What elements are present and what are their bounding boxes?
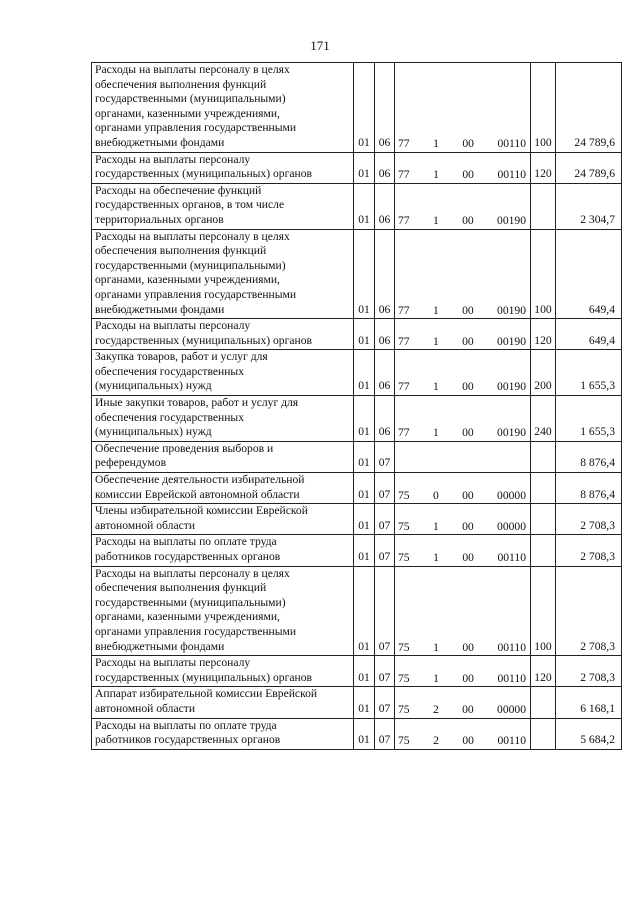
target-article-part: 00 — [462, 168, 474, 182]
target-article-part: 77 — [398, 334, 410, 348]
section-code: 01 — [354, 319, 375, 350]
section-code: 01 — [354, 504, 375, 535]
expense-name: Обеспечение проведения выборов и референдумов — [92, 441, 354, 472]
target-article-part: 77 — [398, 168, 410, 182]
target-article-part: 1 — [432, 303, 439, 317]
target-article-code — [395, 535, 531, 566]
expense-type-code: 120 — [531, 656, 556, 687]
target-article-part: 00 — [462, 488, 474, 502]
table-row — [92, 152, 622, 183]
target-article-part: 1 — [432, 380, 439, 394]
amount: 1 655,3 — [556, 350, 622, 396]
target-article-part: 75 — [398, 734, 410, 748]
amount: 1 655,3 — [556, 396, 622, 442]
target-article-part: 75 — [398, 551, 410, 564]
subsection-code: 07 — [375, 441, 395, 472]
expense-name: Расходы на выплаты персоналу государственных (муниципальных) органов — [92, 656, 354, 687]
target-article-code — [395, 350, 531, 396]
target-article-part: 77 — [398, 380, 410, 394]
target-article-part: 00 — [462, 519, 474, 533]
subsection-code: 07 — [375, 687, 395, 718]
target-article-part: 00 — [462, 213, 474, 227]
expense-name: Расходы на выплаты персоналу в целях обеспечения выполнения функций государственными (муниципальными) органами, казенными учреждениями, органами управления государственными внебюджетными фондами — [92, 229, 354, 319]
amount: 24 789,6 — [556, 152, 622, 183]
section-code: 01 — [354, 183, 375, 229]
subsection-code: 06 — [375, 319, 395, 350]
section-code: 01 — [354, 656, 375, 687]
subsection-code: 07 — [375, 473, 395, 504]
expense-type-code — [531, 718, 556, 749]
amount: 2 708,3 — [556, 566, 622, 656]
target-article-part: 00000 — [497, 519, 526, 533]
target-article-code — [395, 319, 531, 350]
target-article-part: 00000 — [497, 702, 526, 716]
expense-name: Расходы на выплаты по оплате труда работников государственных органов — [92, 718, 354, 749]
target-article-code — [395, 229, 531, 319]
target-article-code — [395, 183, 531, 229]
amount: 649,4 — [556, 319, 622, 350]
section-code: 01 — [354, 473, 375, 504]
subsection-code: 07 — [375, 718, 395, 749]
target-article-part: 77 — [398, 303, 410, 317]
table-row — [92, 535, 622, 566]
target-article-part: 00190 — [497, 334, 526, 348]
subsection-code: 06 — [375, 152, 395, 183]
budget-table-body — [92, 63, 622, 750]
target-article-code — [395, 473, 531, 504]
amount: 6 168,1 — [556, 687, 622, 718]
target-article-part: 1 — [433, 168, 439, 182]
expense-name: Расходы на выплаты персоналу в целях обеспечения выполнения функций государственными (муниципальными) органами, казенными учреждениями, органами управления государственными внебюджетными фондами — [92, 63, 354, 153]
subsection-code: 06 — [375, 396, 395, 442]
table-row — [92, 63, 622, 153]
amount: 2 708,3 — [556, 504, 622, 535]
target-article-part: 00110 — [497, 551, 526, 564]
target-article-part: 00110 — [497, 734, 526, 748]
target-article-part: 1 — [432, 519, 439, 533]
target-article-part: 1 — [432, 426, 439, 440]
expense-name: Расходы на выплаты персоналу в целях обеспечения выполнения функций государственными (муниципальными) органами, казенными учреждениями, органами управления государственными внебюджетными фондами — [92, 566, 354, 656]
target-article-part: 00190 — [497, 426, 526, 440]
target-article-code — [395, 687, 531, 718]
expense-name: Обеспечение деятельности избирательной комиссии Еврейской автономной области — [92, 473, 354, 504]
target-article-part: 00 — [462, 136, 474, 150]
target-article-part: 75 — [398, 519, 410, 533]
target-article-code — [395, 396, 531, 442]
target-article-part: 0 — [432, 488, 439, 502]
target-article-part: 1 — [433, 136, 439, 150]
target-article-code — [395, 718, 531, 749]
expense-type-code: 120 — [531, 152, 556, 183]
target-article-code — [395, 656, 531, 687]
expense-type-code: 100 — [531, 63, 556, 153]
subsection-code: 07 — [375, 504, 395, 535]
table-row — [92, 473, 622, 504]
expense-name: Расходы на выплаты персоналу государственных (муниципальных) органов — [92, 319, 354, 350]
target-article-part: 00 — [462, 380, 474, 394]
target-article-part: 00000 — [497, 488, 526, 502]
amount: 5 684,2 — [556, 718, 622, 749]
target-article-part: 2 — [432, 702, 439, 716]
target-article-part: 00110 — [497, 640, 526, 654]
subsection-code: 07 — [375, 566, 395, 656]
section-code: 01 — [354, 229, 375, 319]
expense-type-code — [531, 687, 556, 718]
table-row — [92, 229, 622, 319]
amount: 8 876,4 — [556, 441, 622, 472]
table-row — [92, 566, 622, 656]
target-article-part: 1 — [432, 213, 439, 227]
expense-type-code: 100 — [531, 566, 556, 656]
budget-table — [91, 62, 622, 750]
expense-name: Члены избирательной комиссии Еврейской автономной области — [92, 504, 354, 535]
amount: 2 304,7 — [556, 183, 622, 229]
target-article-part: 00190 — [497, 303, 526, 317]
target-article-code — [395, 63, 531, 153]
amount: 649,4 — [556, 229, 622, 319]
target-article-code — [395, 566, 531, 656]
subsection-code: 06 — [375, 350, 395, 396]
target-article-part: 00 — [462, 334, 474, 348]
subsection-code: 07 — [375, 656, 395, 687]
target-article-part: 00190 — [497, 380, 526, 394]
target-article-part: 75 — [398, 671, 410, 685]
subsection-code: 06 — [375, 183, 395, 229]
expense-name: Аппарат избирательной комиссии Еврейской автономной области — [92, 687, 354, 718]
amount: 8 876,4 — [556, 473, 622, 504]
expense-name: Иные закупки товаров, работ и услуг для обеспечения государственных (муниципальных) нужд — [92, 396, 354, 442]
section-code: 01 — [354, 687, 375, 718]
expense-type-code — [531, 183, 556, 229]
target-article-part: 1 — [433, 671, 439, 685]
section-code: 01 — [354, 441, 375, 472]
expense-type-code — [531, 473, 556, 504]
expense-name: Расходы на выплаты персоналу государственных (муниципальных) органов — [92, 152, 354, 183]
section-code: 01 — [354, 63, 375, 153]
target-article-code — [395, 504, 531, 535]
table-row — [92, 441, 622, 472]
target-article-part: 2 — [433, 734, 439, 748]
subsection-code: 07 — [375, 535, 395, 566]
table-row — [92, 396, 622, 442]
table-row — [92, 656, 622, 687]
section-code: 01 — [354, 152, 375, 183]
target-article-part: 00 — [462, 734, 474, 748]
target-article-part: 77 — [398, 136, 410, 150]
expense-type-code: 200 — [531, 350, 556, 396]
table-row — [92, 319, 622, 350]
target-article-part: 00190 — [497, 213, 526, 227]
expense-type-code: 240 — [531, 396, 556, 442]
table-row — [92, 183, 622, 229]
section-code: 01 — [354, 566, 375, 656]
table-row — [92, 687, 622, 718]
target-article-part: 00110 — [497, 671, 526, 685]
expense-name: Расходы на выплаты по оплате труда работников государственных органов — [92, 535, 354, 566]
expense-type-code: 120 — [531, 319, 556, 350]
expense-name: Закупка товаров, работ и услуг для обеспечения государственных (муниципальных) нужд — [92, 350, 354, 396]
expense-type-code — [531, 535, 556, 566]
target-article-part: 00110 — [497, 136, 526, 150]
section-code: 01 — [354, 396, 375, 442]
target-article-part: 00 — [462, 640, 474, 654]
amount: 2 708,3 — [556, 656, 622, 687]
amount: 24 789,6 — [556, 63, 622, 153]
expense-type-code: 100 — [531, 229, 556, 319]
target-article-part: 1 — [433, 640, 439, 654]
target-article-part: 77 — [398, 213, 410, 227]
expense-name: Расходы на обеспечение функций государственных органов, в том числе территориальных органов — [92, 183, 354, 229]
table-row — [92, 350, 622, 396]
table-row — [92, 504, 622, 535]
subsection-code: 06 — [375, 229, 395, 319]
target-article-part: 00 — [462, 426, 474, 440]
subsection-code: 06 — [375, 63, 395, 153]
target-article-part: 75 — [398, 702, 410, 716]
section-code: 01 — [354, 535, 375, 566]
target-article-part: 00 — [462, 702, 474, 716]
expense-type-code — [531, 504, 556, 535]
section-code: 01 — [354, 350, 375, 396]
target-article-part: 00 — [462, 303, 474, 317]
target-article-part: 77 — [398, 426, 410, 440]
page-number: 171 — [310, 38, 330, 53]
target-article-part: 1 — [432, 334, 439, 348]
section-code: 01 — [354, 718, 375, 749]
expense-type-code — [531, 441, 556, 472]
target-article-part: 00 — [462, 671, 474, 685]
target-article-part: 00 — [462, 551, 474, 564]
target-article-part: 75 — [398, 640, 410, 654]
target-article-code — [395, 152, 531, 183]
target-article-code — [395, 441, 531, 472]
target-article-part: 1 — [433, 551, 439, 564]
target-article-part: 00110 — [497, 168, 526, 182]
table-row — [92, 718, 622, 749]
target-article-part: 75 — [398, 488, 410, 502]
amount: 2 708,3 — [556, 535, 622, 566]
